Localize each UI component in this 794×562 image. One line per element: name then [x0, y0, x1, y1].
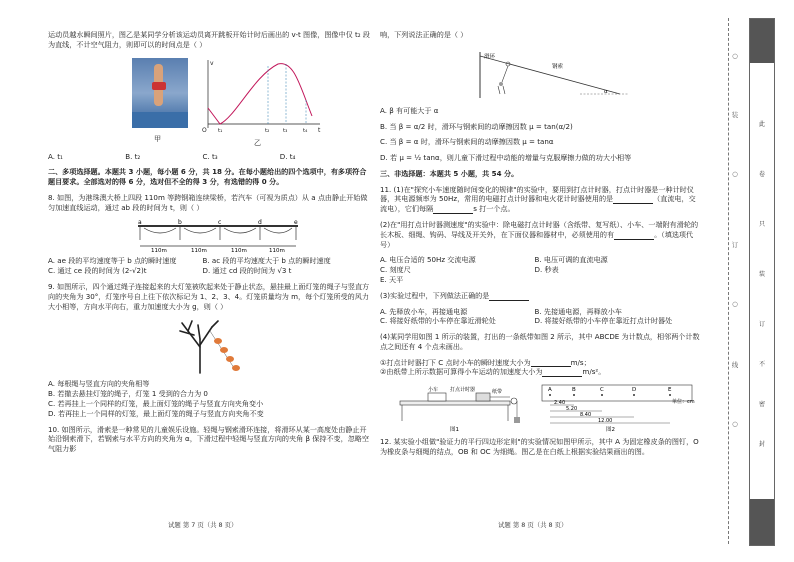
q11-part4-sub2 [380, 367, 702, 377]
q11-answer-blank-5[interactable] [531, 359, 571, 367]
q11-answer-blank-1[interactable] [613, 196, 653, 204]
bridge-point-b: b [178, 219, 182, 227]
q9-options [48, 379, 370, 418]
q11-answer-blank-6[interactable] [542, 369, 582, 377]
tape-paper-label: 纸带 [492, 389, 503, 396]
q11-part4-sub1-unit: m/s； [570, 357, 591, 367]
q11-answer-blank-4[interactable] [489, 293, 529, 301]
binding-char-7: 密 [758, 401, 765, 408]
graph-o-label: O [202, 126, 207, 134]
section-3-heading: 三、非选择题：本题共 5 小题，共 54 分。 [380, 168, 519, 178]
q7-options [48, 152, 370, 162]
q11-part4-sub1 [380, 358, 702, 368]
left-page-footer: 试题 第 7 页（共 8 页） [168, 521, 238, 529]
q11-part1-text: 11. (1)在"探究小车速度随时间变化的规律"的实验中，要用到打点计时器，打点计时器是一种计时仪器，其电源频率为 50Hz，常用的电磁打点计时器和电火花计时器使用的是 [380, 184, 694, 204]
q9-option-b: B. 若撤去悬挂灯笼的绳子，灯笼 1 受到的合力为 0 [48, 389, 208, 399]
tape-point-e: E [668, 387, 672, 394]
binding-strip [749, 18, 775, 546]
tape-point-d: D [632, 387, 637, 394]
binding-char-5: 订 [758, 321, 765, 328]
binding-mark-4: 订 [731, 241, 739, 249]
tape-dim-1: 2.40 [554, 400, 566, 407]
q8-text: 8. 如图，为港珠澳大桥上四段 110m 等跨钢箱连续梁桥，若汽车（可视为质点）从 a 点由静止开始做匀加速直线运动，通过 ab 段的时间为 t，则（ ） [48, 192, 368, 212]
q9-option-a: A. 每根绳与竖直方向的夹角相等 [48, 379, 150, 389]
q11-part4: (4)某同学用如图 1 所示的装置，打出的一条纸带如图 2 所示，其中 ABCDE 为计数点，相邻两个计数点之间还有 4 个点未画出。 [380, 332, 700, 351]
q7-option-c: C. t₃ [202, 151, 218, 161]
tape-dim-4: 12.00 [598, 418, 613, 425]
bridge-point-d: d [258, 219, 262, 227]
binding-dashed-line [728, 18, 729, 544]
tape-point-c: C [600, 387, 604, 394]
binding-mark-2: 装 [731, 111, 739, 119]
q11-option-e: E. 天平 [380, 274, 404, 284]
q11-option-c: C. 刻度尺 [380, 265, 411, 275]
binding-char-3: 只 [758, 221, 765, 228]
binding-char-1: 此 [758, 121, 765, 128]
graph-t3-label: t₃ [283, 127, 288, 134]
fig-label-jia: 甲 [154, 133, 162, 143]
tape-car-label: 小车 [428, 387, 439, 394]
binding-char-4: 装 [758, 271, 765, 278]
zipline-cable-label: 钢索 [552, 63, 564, 70]
q9-text: 9. 如图所示，四个通过绳子连接起来的大灯笼被吹起来处于静止状态，悬挂最上面灯笼的绳子与竖直方向的夹角为 30°，灯笼序号自上往下依次标记为 1、2、3、4。灯笼质量均为 m，每个灯笼所受的风力大小相等，方向水平向右，重力加速度大小为 g，则（ ） [48, 282, 370, 311]
q7-figure [48, 56, 370, 148]
q10-option-c: C. 当 β = α 时，滑环与钢索间的动摩擦因数 μ = tanα [380, 137, 554, 147]
graph-t1-label: t₁ [218, 127, 223, 134]
binding-char-6: 不 [758, 361, 765, 368]
q11-part3-option-c: C. 将接好纸带的小车停在靠近滑轮处 [380, 316, 496, 326]
section-2-heading: 二、多项选择题。本题共 3 小题，每小题 6 分，共 18 分。在每小题给出的四个选项中，有多项符合题目要求。全部选对的得 6 分，选对但不全的得 3 分，有选错的得 0 分。 [48, 167, 367, 187]
zipline-ring-label: 滑环 [484, 53, 496, 60]
tape-timer-label: 打点计时器 [450, 387, 476, 394]
q11-part3 [380, 291, 702, 301]
q7-option-a: A. t₁ [48, 151, 63, 161]
left-column [48, 30, 370, 460]
q11-part4-sub2-text: ②由纸带上所示数据可算得小车运动的加速度大小为 [380, 367, 543, 377]
binding-band-bottom [750, 499, 774, 545]
binding-char-8: 封 [758, 441, 765, 448]
tape-figure [380, 381, 702, 433]
binding-band-top [750, 19, 774, 63]
lantern-tree-figure [48, 317, 370, 375]
q8-option-b: B. ac 段的平均速度大于 b 点的瞬时速度 [202, 256, 331, 266]
right-page-footer: 试题 第 8 页（共 8 页） [498, 521, 568, 529]
bridge-point-e: e [294, 219, 298, 227]
q11-part2-text-2: 。（填选项代号） [380, 229, 694, 249]
q8-options [48, 256, 370, 276]
q8-option-c: C. 通过 ce 段的时间为 (2-√2)t [48, 266, 147, 276]
q11-part2-options [380, 255, 702, 284]
q7-option-b: B. t₂ [125, 151, 141, 161]
tape-dim-3: 8.40 [580, 412, 592, 419]
bridge-point-a: a [138, 219, 142, 227]
q10-option-d: D. 若 μ = ½ tanα，则儿童下滑过程中动能的增量与克服摩擦力做的功大小相等 [380, 153, 632, 163]
q10-continued: 响，下列说法正确的是（ ） [380, 30, 468, 39]
bridge-point-c: c [218, 219, 222, 227]
zipline-figure [380, 46, 702, 102]
q11-part3-option-b: B. 先接通电源，再释放小车 [534, 306, 622, 316]
q11-part3-option-a: A. 先释放小车，再接通电源 [380, 306, 468, 316]
q10-option-b: B. 当 β = α/2 时，滑环与钢索间的动摩擦因数 μ = tan(α/2) [380, 121, 573, 131]
q10-text: 10. 如图所示，滑索是一种常见的儿童娱乐设施。轻绳与钢索滑环连接，将滑环从某一高度处由静止开始沿钢索滑下，若钢索与水平方向的夹角为 α，下滑过程中轻绳与竖直方向的夹角 β 保持不变，忽略空气阻力影 [48, 424, 369, 454]
q8-option-a: A. ae 段的平均速度等于 b 点的瞬时速度 [48, 256, 177, 266]
tape-point-b: B [572, 387, 576, 394]
q9-option-c: C. 若再挂上一个同样的灯笼，最上面灯笼的绳子与竖直方向夹角变小 [48, 398, 264, 408]
q11-answer-blank-2[interactable] [433, 206, 473, 214]
q11-option-b: B. 电压可调的直流电源 [534, 255, 608, 265]
graph-t-label: t [318, 126, 321, 134]
binding-char-2: 卷 [758, 171, 765, 178]
binding-mark-5: ○ [732, 300, 738, 308]
q10-options [380, 106, 702, 163]
q11-part1-text-2: （直流电，交流电），它们每隔 [380, 194, 696, 214]
tape-fig1-label: 图1 [450, 427, 459, 434]
graph-t2-label: t₂ [265, 127, 270, 134]
q11-part2 [380, 220, 702, 249]
q12-text: 12. 某实验小组做"验证力的平行四边形定则"的实验情况如图甲所示，其中 A 为固定橡皮条的图钉，O 为橡皮条与细绳的结点，OB 和 OC 为细绳。图乙是在白纸上根据实验结果画出的图。 [380, 437, 699, 456]
graph-v-label: v [210, 59, 214, 67]
graph-t4-label: t₄ [303, 127, 308, 134]
q11-answer-blank-3[interactable] [614, 232, 654, 240]
q11-part1 [380, 185, 702, 214]
tape-point-a: A [548, 387, 552, 394]
binding-mark-1: ○ [732, 52, 738, 60]
q7-intro: 运动员越水瞬间照片，图乙是某同学分析该运动员离开跳板开始计时后画出的 v-t 图像，图像中仅 t₂ 段为直线，不计空气阻力，则即可以的时间点是（ ） [48, 30, 370, 49]
q10-option-a: A. β 有可能大于 α [380, 105, 439, 115]
bridge-span-1: 110m [151, 248, 167, 255]
q11-part4-sub1-text: ①打点计时器打下 C 点时小车的瞬时速度大小为 [380, 357, 531, 367]
q11-part3-option-d: D. 将接好纸带的小车停在靠近打点计时器处 [534, 316, 673, 326]
q9-option-d: D. 若再挂上一个同样的灯笼，最上面灯笼的绳子与竖直方向夹角不变 [48, 408, 264, 418]
bridge-span-2: 110m [191, 248, 207, 255]
q11-option-d: D. 秒表 [534, 265, 559, 275]
q11-part2-text: (2)在"用打点计时器测速度"的实验中：除电磁打点计时器（含纸带、复写纸）、小车、一端附有滑轮的长木板、细绳、钩码、导线及开关外，在下面仪器和器材中，必须使用的有 [380, 220, 699, 239]
q11-option-a: A. 电压合适的 50Hz 交流电源 [380, 255, 476, 265]
bridge-span-4: 110m [269, 248, 285, 255]
binding-mark-3: ○ [732, 170, 738, 178]
zipline-alpha-label: α [604, 88, 608, 95]
q11-part1-text-3: s 打一个点。 [473, 204, 515, 214]
binding-mark-6: 线 [731, 361, 739, 369]
q11-part3-text: (3)实验过程中，下列做法正确的是 [380, 290, 490, 300]
q7-option-d: D. t₄ [279, 151, 296, 161]
tape-unit-label: 单位：cm [672, 399, 695, 406]
binding-mark-7: ○ [732, 420, 738, 428]
right-column [380, 30, 702, 463]
diver-photo [132, 58, 188, 128]
q8-option-d: D. 通过 cd 段的时间为 √3 t [202, 266, 292, 276]
tape-dim-2: 5.20 [566, 406, 578, 413]
vt-graph [196, 56, 326, 136]
tape-fig2-label: 图2 [606, 427, 615, 434]
q11-part3-options [380, 307, 702, 327]
fig-label-yi: 乙 [254, 137, 262, 147]
q11-part4-sub2-unit: m/s²。 [582, 367, 606, 377]
bridge-figure [48, 218, 370, 254]
bridge-span-3: 110m [231, 248, 247, 255]
